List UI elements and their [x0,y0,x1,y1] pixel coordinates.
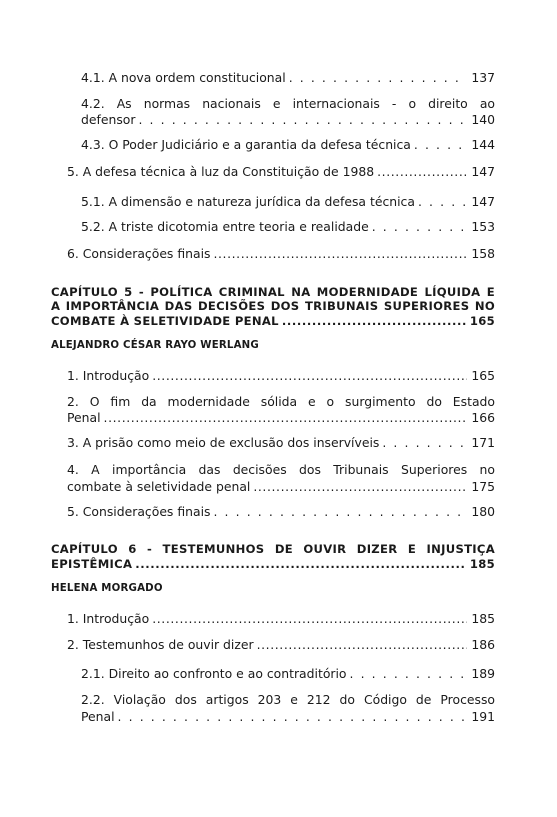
toc-entry-line1: 2.2. Violação dos artigos 203 e 212 do Código de Processo [81,692,495,707]
leader-dots [350,666,468,682]
toc-entry [67,435,495,451]
toc-entry-title: combate à seletividade penal [67,479,251,494]
toc-entry-page: 191 [471,709,495,724]
toc-entry-title: 4.3. O Poder Judiciário e a garantia da defesa técnica [81,137,411,152]
toc-entry-page: 175 [471,479,495,494]
chapter-page: 185 [469,557,495,571]
toc-entry-title: 3. A prisão como meio de exclusão dos inservíveis [67,435,380,450]
toc-entry [81,137,495,153]
toc-entry-title: 1. Introdução [67,611,150,626]
toc-entry-title: Penal [67,410,101,425]
toc-entry [67,611,495,627]
leader-dots [152,368,467,384]
toc-entry [67,246,495,262]
toc-entry [67,479,495,495]
leader-dots [282,313,466,329]
toc-entry [67,637,495,653]
toc-entry-page: 180 [471,504,495,519]
leader-dots [152,611,467,627]
chapter-page: 165 [469,314,495,328]
toc-entry-page: 140 [471,112,495,127]
toc-entry-page: 137 [471,70,495,85]
toc-entry-title: 5.1. A dimensão e natureza jurídica da defesa técnica [81,194,415,209]
leader-dots [382,435,467,451]
toc-entry [81,194,495,210]
toc-entry-page: 153 [471,219,495,234]
leader-dots [213,246,467,262]
toc-entry-page: 171 [471,435,495,450]
leader-dots [414,137,467,153]
leader-dots [138,112,467,128]
chapter-title-line1: CAPÍTULO 5 - POLÍTICA CRIMINAL NA MODERNIDADE LÍQUIDA E [51,285,495,299]
leader-dots [418,194,467,210]
toc-entry-line1: 2. O fim da modernidade sólida e o surgimento do Estado [67,394,495,409]
chapter-author: HELENA MORGADO [51,583,163,594]
leader-dots [372,219,468,235]
toc-entry [81,219,495,235]
toc-entry [67,164,495,180]
toc-entry-title: 5. Considerações finais [67,504,211,519]
leader-dots [104,410,468,426]
chapter-title: COMBATE À SELETIVIDADE PENAL [51,314,279,328]
leader-dots [135,556,466,572]
chapter-title-line2: A IMPORTÂNCIA DAS DECISÕES DOS TRIBUNAIS SUPERIORES NO [51,299,495,313]
toc-entry-title: 6. Considerações finais [67,246,211,261]
toc-entry-page: 147 [471,194,495,209]
toc-entry-title: defensor [81,112,136,127]
toc-entry-page: 147 [471,164,495,179]
leader-dots [253,479,467,495]
chapter-title: EPISTÊMICA [51,557,133,571]
toc-entry [81,709,495,725]
toc-entry-page: 166 [471,410,495,425]
toc-entry [81,112,495,128]
toc-entry [81,666,495,682]
chapter-title-line1: CAPÍTULO 6 - TESTEMUNHOS DE OUVIR DIZER E INJUSTIÇA [51,542,495,556]
leader-dots [213,504,467,520]
toc-entry-page: 144 [471,137,495,152]
leader-dots [118,709,468,725]
toc-entry-page: 189 [471,666,495,681]
toc-entry-page: 158 [471,246,495,261]
toc-entry [67,410,495,426]
leader-dots [257,637,468,653]
toc-entry-title: Penal [81,709,115,724]
toc-entry-title: 4.1. A nova ordem constitucional [81,70,286,85]
chapter-title-line3 [51,313,495,329]
toc-entry-title: 1. Introdução [67,368,150,383]
toc-entry [81,70,495,86]
toc-entry-page: 165 [471,368,495,383]
toc-entry [67,504,495,520]
chapter-author: ALEJANDRO CÉSAR RAYO WERLANG [51,340,259,351]
toc-entry-title: 5.2. A triste dicotomia entre teoria e realidade [81,219,369,234]
toc-entry-title: 2. Testemunhos de ouvir dizer [67,637,254,652]
leader-dots [377,164,467,180]
toc-entry-line1: 4. A importância das decisões dos Tribunais Superiores no [67,462,495,477]
toc-entry-page: 185 [471,611,495,626]
toc-entry-line1: 4.2. As normas nacionais e internacionais - o direito ao [81,96,495,111]
toc-entry-title: 5. A defesa técnica à luz da Constituição de 1988 [67,164,375,179]
leader-dots [289,70,468,86]
toc-entry-title: 2.1. Direito ao confronto e ao contraditório [81,666,347,681]
toc-entry [67,368,495,384]
toc-entry-page: 186 [471,637,495,652]
chapter-title-line2 [51,556,495,572]
